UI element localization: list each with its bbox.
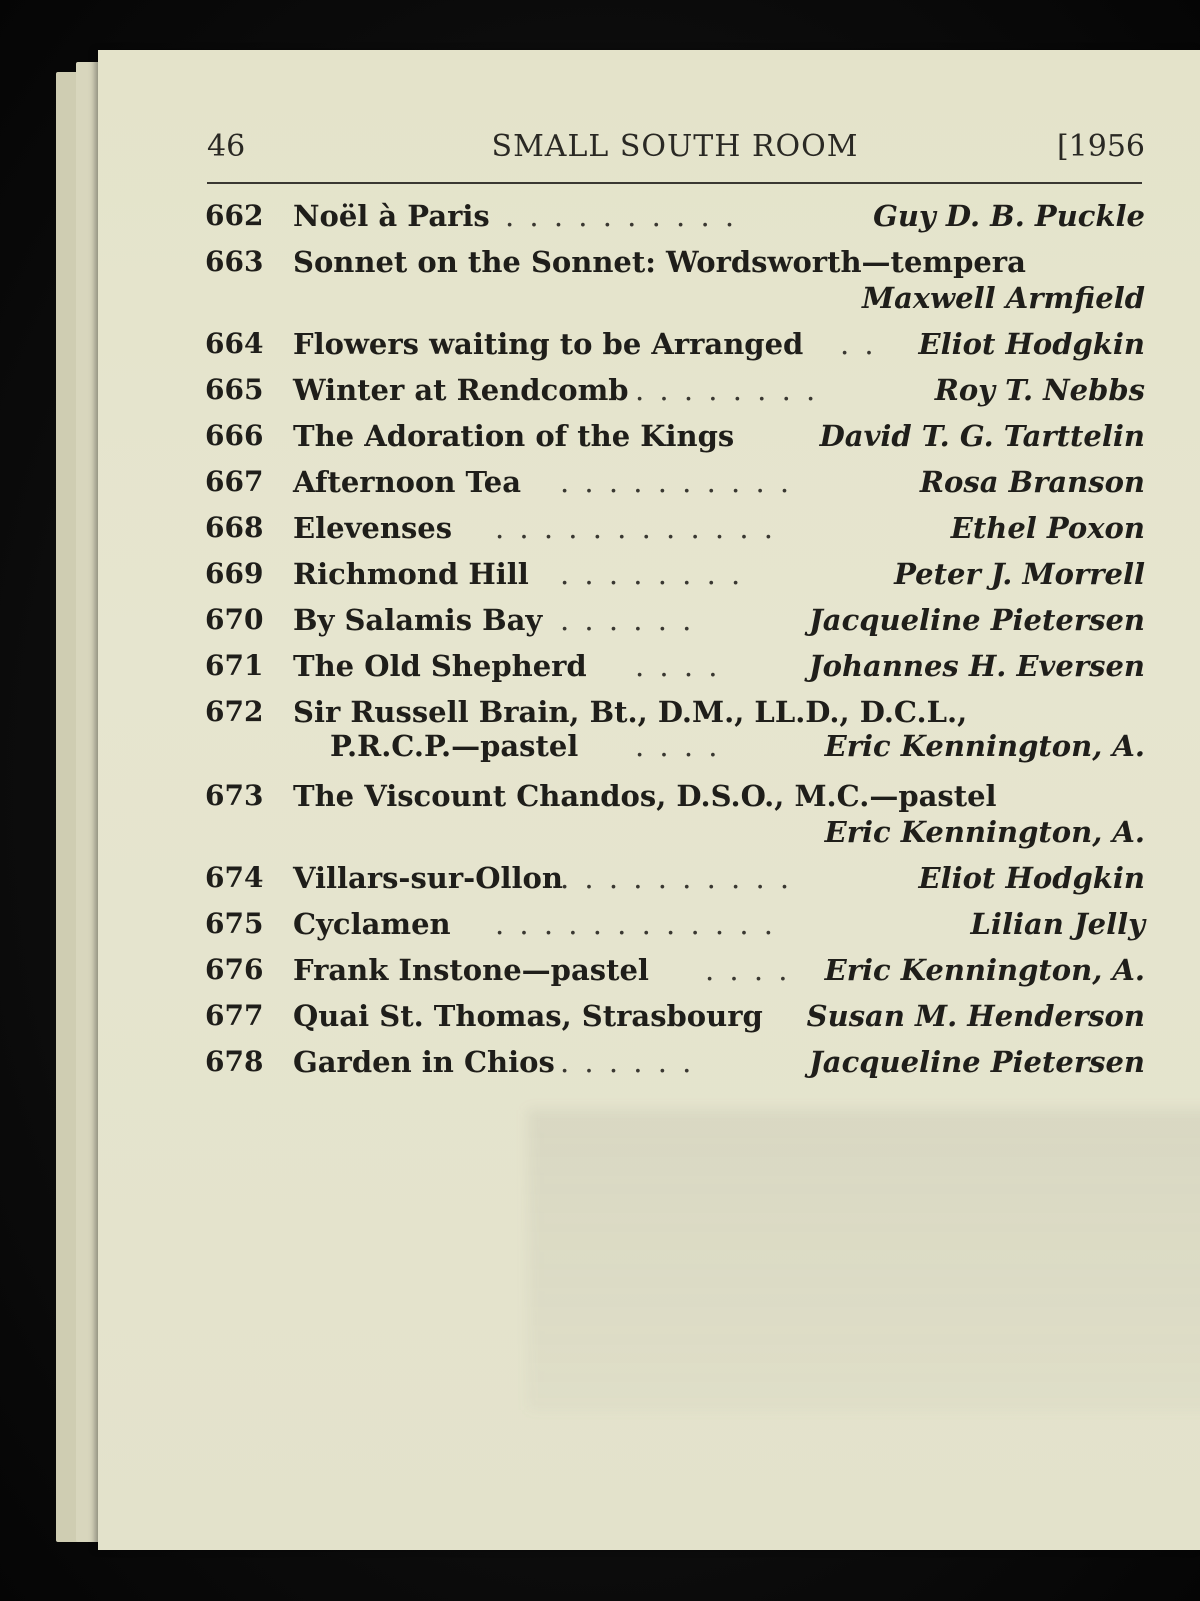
entry-title: Cyclamen (293, 907, 451, 941)
entry-artist: Jacqueline Pietersen (809, 603, 1145, 637)
entry-number: 673 (205, 779, 264, 812)
list-item (205, 903, 1145, 949)
entry-number: 669 (205, 557, 264, 590)
entry-artist: Peter J. Morrell (894, 557, 1145, 591)
list-item (205, 1041, 1145, 1087)
entry-artist: Eric Kennington, A. (824, 729, 1145, 763)
leader-dots: . . . . . . . . . . (560, 465, 793, 499)
entry-title: Villars-sur-Ollon (293, 861, 563, 895)
entry-artist: Roy T. Nebbs (934, 373, 1145, 407)
list-item (205, 415, 1145, 461)
leader-dots: . . . . . . . . . . . . (495, 907, 777, 941)
list-item (205, 507, 1145, 553)
entry-artist: Susan M. Henderson (806, 999, 1145, 1033)
list-item (205, 949, 1145, 995)
entry-artist: Lilian Jelly (970, 907, 1145, 941)
entry-artist: Eric Kennington, A. (824, 953, 1145, 987)
list-item (205, 995, 1145, 1041)
list-item (205, 369, 1145, 415)
entry-artist: Ethel Poxon (950, 511, 1145, 545)
entry-title: Frank Instone—pastel (293, 953, 649, 987)
entry-artist: Eliot Hodgkin (918, 861, 1145, 895)
entry-number: 678 (205, 1045, 264, 1078)
entry-artist: Jacqueline Pietersen (809, 1045, 1145, 1079)
list-item (205, 461, 1145, 507)
header-rule (207, 182, 1142, 184)
entry-title: Richmond Hill (293, 557, 529, 591)
entry-number: 668 (205, 511, 264, 544)
list-item (205, 241, 1145, 323)
entry-number: 672 (205, 695, 264, 728)
entry-artist: Guy D. B. Puckle (873, 199, 1145, 233)
show-through-shadow (528, 1110, 1200, 1410)
entry-number: 671 (205, 649, 264, 682)
entry-title: The Old Shepherd (293, 649, 587, 683)
entry-artist: Maxwell Armfield (861, 281, 1145, 315)
entry-number: 670 (205, 603, 264, 636)
leader-dots: . . . . (635, 729, 721, 763)
entry-artist: David T. G. Tarttelin (819, 419, 1145, 453)
entry-number: 667 (205, 465, 264, 498)
leader-dots: . . . . (635, 649, 721, 683)
entry-title: Sir Russell Brain, Bt., D.M., LL.D., D.C.L., (293, 695, 968, 729)
leader-dots: . . . . . . . . . . . . (495, 511, 777, 545)
list-item (205, 323, 1145, 369)
entry-title: By Salamis Bay (293, 603, 543, 637)
list-item (205, 599, 1145, 645)
entry-title: Winter at Rendcomb (293, 373, 629, 407)
entry-number: 662 (205, 199, 264, 232)
entry-title: Noël à Paris (293, 199, 490, 233)
entry-title: Flowers waiting to be Arranged (293, 327, 804, 361)
list-item (205, 195, 1145, 241)
page-header (205, 125, 1145, 175)
catalogue-entries (205, 195, 1145, 1087)
entry-title: Elevenses (293, 511, 453, 545)
entry-number: 675 (205, 907, 264, 940)
entry-artist: Rosa Branson (919, 465, 1145, 499)
entry-title: The Viscount Chandos, D.S.O., M.C.—pastel (293, 779, 997, 813)
list-item (205, 857, 1145, 903)
year-label: [1956 (1056, 129, 1145, 164)
entry-number: 664 (205, 327, 264, 360)
entry-title: Quai St. Thomas, Strasbourg (293, 999, 763, 1033)
list-item (205, 691, 1145, 775)
list-item (205, 553, 1145, 599)
entry-title: Sonnet on the Sonnet: Wordsworth—tempera (293, 245, 1026, 279)
leader-dots: . . . . . . . . . . (505, 199, 738, 233)
leader-dots: . . . . . . (560, 603, 695, 637)
leader-dots: . . . . . . (560, 1045, 695, 1079)
entry-artist: Eliot Hodgkin (918, 327, 1145, 361)
leader-dots: . . . . . . . . (560, 557, 744, 591)
entry-title-continued: P.R.C.P.—pastel (330, 729, 579, 763)
entry-number: 666 (205, 419, 264, 452)
leader-dots: . . (840, 327, 877, 361)
leader-dots: . . . . (705, 953, 791, 987)
entry-number: 677 (205, 999, 264, 1032)
page-number: 46 (207, 129, 246, 164)
entry-title: Afternoon Tea (293, 465, 522, 499)
entry-number: 665 (205, 373, 264, 406)
leader-dots: . . . . . . . . (635, 373, 819, 407)
entry-artist: Johannes H. Eversen (808, 649, 1145, 683)
entry-artist: Eric Kennington, A. (824, 815, 1145, 849)
entry-number: 676 (205, 953, 264, 986)
leader-dots: . . . . . . . . . . (560, 861, 793, 895)
list-item (205, 645, 1145, 691)
entry-title: The Adoration of the Kings (293, 419, 735, 453)
list-item (205, 775, 1145, 857)
page-title: SMALL SOUTH ROOM (491, 129, 859, 164)
entry-title: Garden in Chios (293, 1045, 555, 1079)
entry-number: 663 (205, 245, 264, 278)
entry-number: 674 (205, 861, 264, 894)
